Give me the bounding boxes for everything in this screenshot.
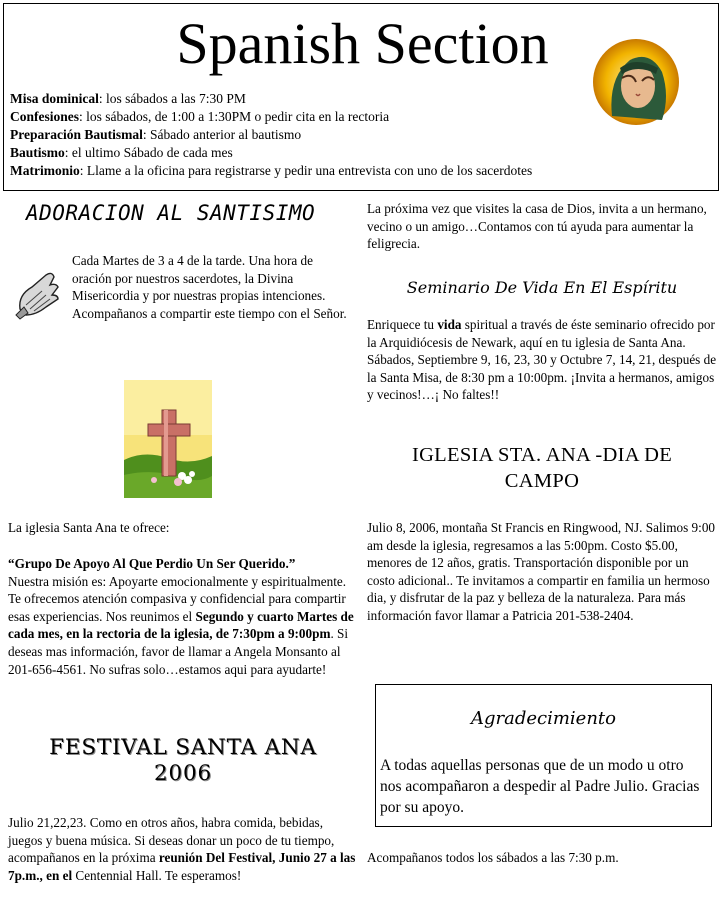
schedule-line-confesiones (10, 108, 630, 126)
schedule-value: : Sábado anterior al bautismo (142, 127, 302, 142)
festival-heading (8, 735, 358, 787)
schedule-label: Misa dominical (10, 91, 99, 106)
schedule-label: Bautismo (10, 145, 65, 160)
cross-with-flowers-icon (124, 380, 212, 498)
grupo-text-2: . Si deseas mas información, favor de llamar a Angela Monsanto al 201-656-4561. No sufras solo…estamos aqui para ayudarte! (8, 626, 349, 677)
grupo-apoyo-paragraph (8, 555, 358, 678)
festival-text-2: Centennial Hall. Te esperamos! (72, 867, 242, 883)
agradecimiento-heading: Agradecimiento (470, 708, 616, 729)
ofrece-text: La iglesia Santa Ana te ofrece: (8, 520, 170, 535)
festival-paragraph (8, 814, 358, 884)
schedule-line-misa (10, 90, 630, 108)
seminario-heading: Seminario De Vida En El Espíritu (406, 278, 678, 297)
schedule-label: Matrimonio (10, 163, 80, 178)
grupo-meeting-time: Segundo y cuarto Martes de cada mes, en la rectoria de la iglesia, de 7:30pm a 9:00pm (8, 608, 354, 642)
grupo-apoyo-title: “Grupo De Apoyo Al Que Perdio Un Ser Querido.” (8, 556, 296, 571)
schedule-line-matrimonio (10, 162, 630, 180)
festival-heading-line-1: FESTIVAL SANTA ANA (49, 735, 317, 760)
seminario-text-1: Enriquece tu (367, 317, 438, 332)
schedule-line-bautismo (10, 144, 630, 162)
seminario-paragraph (367, 316, 717, 404)
schedule-value: : el ultimo Sábado de cada mes (64, 145, 233, 160)
grupo-text-1: Nuestra misión es: Apoyarte emocionalmente y espiritualmente. Te ofrecemos atención compasiva y confidencial para compartir esas experiencias. Nos reunimos el (8, 573, 347, 624)
schedule-value: : los sábados, de 1:00 a 1:30PM o pedir cita en la rectoria (79, 109, 390, 124)
festival-text-1: Julio 21,22,23. Como en otros años, habra comida, bebidas, juegos y buena música. Si deseas donar un poco de tu tiempo, acompañanos en la próxima (8, 815, 335, 866)
schedule-label: Preparación Bautismal (10, 127, 143, 142)
adoracion-text: Cada Martes de 3 a 4 de la tarde. Una hora de oración por nuestros sacerdotes, la Divina Misericordia y por nuestras propias intenciones. Acompañanos a compartir este tiempo con el Señor. (72, 253, 347, 321)
adoracion-heading: ADORACION AL SANTISIMO (26, 201, 316, 225)
acompananos-text: Acompañanos todos los sábados a las 7:30 p.m. (367, 850, 619, 865)
virgin-of-guadalupe-icon (592, 38, 680, 126)
agradecimiento-text: A todas aquellas personas que de un modo u otro nos acompañaron a despedir al Padre Julio. Gracias por su apoyo. (380, 757, 700, 816)
festival-heading-line-2: 2006 (154, 761, 212, 786)
proxima-paragraph: La próxima vez que visites la casa de Dios, invita a un hermano, vecino o un amigo…Contamos con tú ayuda para aumentar la feligrecia. (367, 201, 707, 252)
dia-de-campo-paragraph: Julio 8, 2006, montaña St Francis en Ringwood, NJ. Salimos 9:00 am desde la iglesia, regresamos a las 5:00pm. Costo $5.00, menores de 12 años, gratis. Transportación disponible por un costo adicional.. Te invitamos a compartir en familia un hermoso dia, y disfrutar de la paz y belleza de la naturaleza. Para más información favor llamar a Patricia 201-538-2404. (367, 520, 716, 623)
seminario-text-2: spiritual a través de éste seminario ofrecido por la Arquidiócesis de Newark, aquí en tu iglesia de Santa Ana. Sábados, Septiembre 9, 16, 23, 30 y Octubre 7, 14, 21, después de la Santa Misa, de 8:30 pm a 10:00pm. ¡Invita a hermanos, amigos y vecinos!…¡ No faltes!! (367, 317, 717, 403)
festival-meeting: reunión Del Festival, Junio 27 a las 7p.m., en el (8, 850, 356, 883)
page-title: Spanish Section (176, 11, 549, 76)
dia-de-campo-heading-line-1: IGLESIA STA. ANA -DIA DE (411, 444, 673, 466)
dia-de-campo-heading (367, 442, 717, 494)
schedule-value: : Llame a la oficina para registrarse y pedir una entrevista con uno de los sacerdotes (79, 163, 533, 178)
mass-schedule (10, 90, 630, 180)
seminario-bold-word: vida (437, 317, 462, 332)
schedule-line-preparacion (10, 126, 630, 144)
praying-hands-icon (12, 265, 68, 321)
dia-de-campo-heading-line-2: CAMPO (504, 470, 580, 492)
schedule-label: Confesiones (10, 109, 80, 124)
schedule-value: : los sábados a las 7:30 PM (98, 91, 246, 106)
